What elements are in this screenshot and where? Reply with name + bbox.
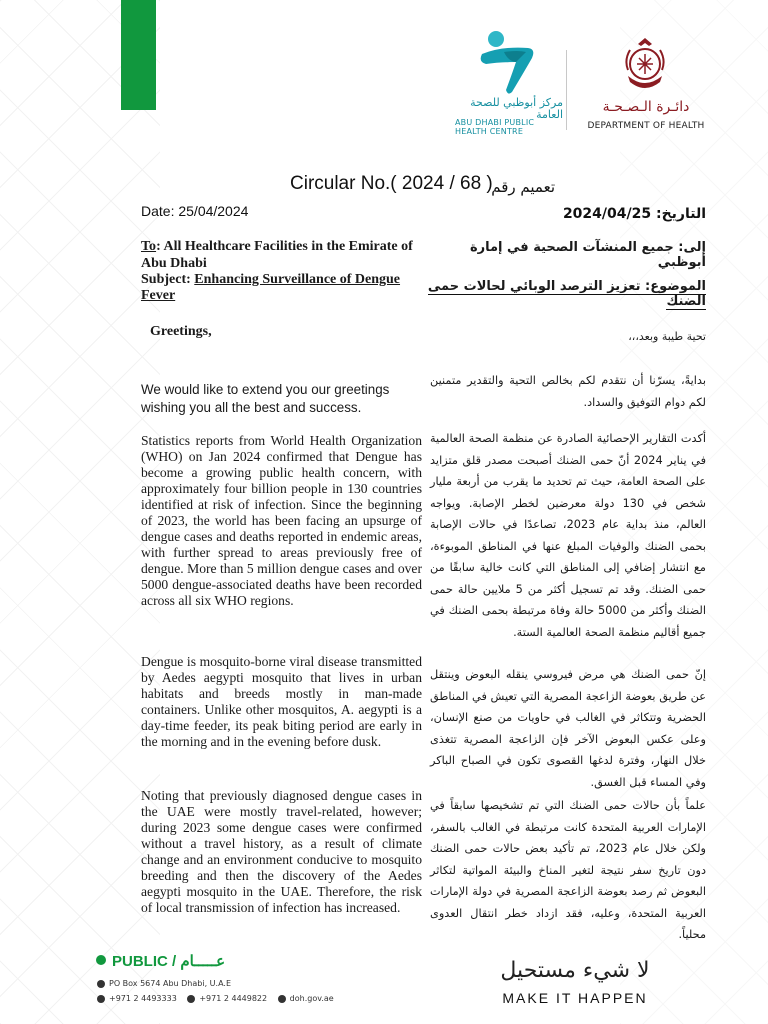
subject-label: Subject: — [141, 272, 195, 287]
to-label: To — [141, 239, 157, 254]
paragraph-1-english: We would like to extend you our greetings wishing you all the best and success. — [141, 382, 390, 415]
date-english: Date: 25/04/2024 — [141, 203, 249, 219]
background-pattern — [0, 0, 160, 1024]
addressee-english — [141, 238, 431, 272]
address-text: PO Box 5674 Abu Dhabi, U.A.E — [109, 979, 231, 988]
subject-arabic — [400, 279, 706, 309]
paragraph-3-arabic: إنّ حمى الضنك هي مرض فيروسي ينقله البعوض وينتقل عن طريق بعوضة الزاعجة المصرية التي تعيش في المناطق الحضرية وتتكاثر في الغالب في حاويات من صنع الإنسان، وعلى عكس البعوض الآخر فإن الزاعجة المصرية تتغذى خلال النهار، وفترة لدغها القصوى تكون في الصباح الباكر وفي المساء قبل الغسق. — [430, 668, 706, 789]
adphc-logo-english: ABU DHABI PUBLIC HEALTH CENTRE — [455, 118, 535, 136]
addressee-arabic: إلى: جميع المنشآت الصحية في إمارة أبوظبي — [469, 240, 706, 270]
paragraph-1-arabic: بدايةً، يسرّنا أن نتقدم لكم بخالص التحية والتقدير متمنين لكم دوام التوفيق والسداد. — [430, 374, 706, 409]
fax-icon — [187, 995, 195, 1003]
doh-emblem-icon — [622, 36, 668, 94]
tagline-arabic: لا شيء مستحيل — [500, 958, 650, 983]
globe-icon — [278, 995, 286, 1003]
subject-arabic-text: الموضوع: تعزيز الترصد الوبائي لحالات حمى الضنك — [427, 279, 706, 309]
location-icon — [97, 980, 105, 988]
green-ribbon — [121, 0, 156, 110]
phone-icon — [97, 995, 105, 1003]
phone-1: +971 2 4493333 — [109, 994, 177, 1003]
adphc-logo-icon — [478, 28, 540, 96]
subject-english — [141, 272, 421, 304]
paragraph-3-english: Dengue is mosquito-borne viral disease transmitted by Aedes aegypti mosquito that lives in urban habitats and breeds mostly in man-made containers. Unlike other mosquitos, A. aegypti is a day-time feeder, its peak biting period are early in the morning and in the evening before dusk. — [141, 654, 422, 749]
public-classification-label: PUBLIC / عـــــام — [112, 953, 226, 970]
tagline-english: MAKE IT HAPPEN — [502, 990, 648, 1006]
addressee-text: : All Healthcare Facilities in the Emirate of Abu Dhabi — [141, 239, 413, 271]
public-classification-dot-icon — [96, 955, 106, 965]
footer-address — [97, 979, 231, 988]
paragraph-2-arabic: أكدت التقارير الإحصائية الصادرة عن منظمة الصحة العالمية في يناير 2024 أنّ حمى الضنك أصبحت مصدر قلق متزايد على الصحة العامة، حيث تم تحديد ما يقرب من أربعة مليار شخص في 130 دولة معرضين لخطر الإصابة. ويواجه العالم، منذ بداية عام 2023، تصاعدًا في حالات الإصابة بحمى الضنك والوفيات المبلغ عنها في المناطق الموبوءة، مع انتشار إضافي إلى المناطق التي كانت خالية سابقًا من حمى الضنك. وقد تم تسجيل أكثر من 5 ملايين حالة حمى الضنك وأكثر من 5000 حالة وفاة مرتبطة بحمى الضنك في جميع أقاليم منظمة الصحة العالمية الستة. — [430, 432, 707, 639]
circular-number: Circular No.( 2024 / 68 ) — [290, 173, 493, 194]
doh-logo-english: DEPARTMENT OF HEALTH — [587, 121, 705, 131]
paragraph-2-english: Statistics reports from World Health Organization (WHO) on Jan 2024 confirmed that Dengue has become a growing public health concern, with approximately four billion people in 130 countries identified at risk of infection. Since the beginning of 2023, the world has been facing an upsurge of dengue cases and deaths reported in endemic areas, with further spread to areas previously free of dengue. More than 5 million dengue cases and over 5000 dengue-associated deaths have been recorded across all six WHO regions. — [141, 433, 422, 608]
logo-separator — [566, 50, 567, 130]
phone-2: +971 2 4449822 — [199, 994, 268, 1003]
adphc-logo-arabic: مركز أبوظبي للصحة العامة — [470, 96, 563, 121]
paragraph-4-arabic: علماً بأن حالات حمى الضنك التي تم تشخيصها سابقاً في الإمارات العربية المتحدة كانت مرتبطة في الغالب بالسفر، ولكن خلال عام 2023، تم تأكيد بعض حالات حمى الضنك دون تاريخ سفر نتيجة لتغير المناخ والبيئة المواتية لتكاثر البعوض ثم رصد بعوضة الزاعجة المصرية في دولة الإمارات العربية المتحدة، وعليه، فقد ازداد خطر انتقال العدوى محلياً. — [430, 799, 706, 941]
website[interactable]: doh.gov.ae — [289, 994, 334, 1003]
date-arabic: التاريخ: 2024/04/25 — [562, 206, 706, 222]
subject-text: Enhancing Surveillance of Dengue Fever — [141, 272, 401, 303]
doh-logo-arabic: دائـرة الـصـحـة — [602, 99, 690, 115]
paragraph-4-english: Noting that previously diagnosed dengue cases in the UAE were mostly travel-related, however; during 2023 some dengue cases were confirmed without a travel history, as a result of climate change and an environment conducive to mosquito breeding and then the discovery of the Aedes aegypti mosquito in the UAE. Therefore, the risk of local transmission of infection has increased. — [141, 788, 422, 915]
footer-contacts — [97, 994, 334, 1003]
circular-title-arabic: تعميم رقم — [491, 178, 555, 196]
greeting-english: Greetings, — [150, 324, 212, 339]
greeting-arabic: تحية طيبة وبعد،،، — [628, 330, 706, 343]
